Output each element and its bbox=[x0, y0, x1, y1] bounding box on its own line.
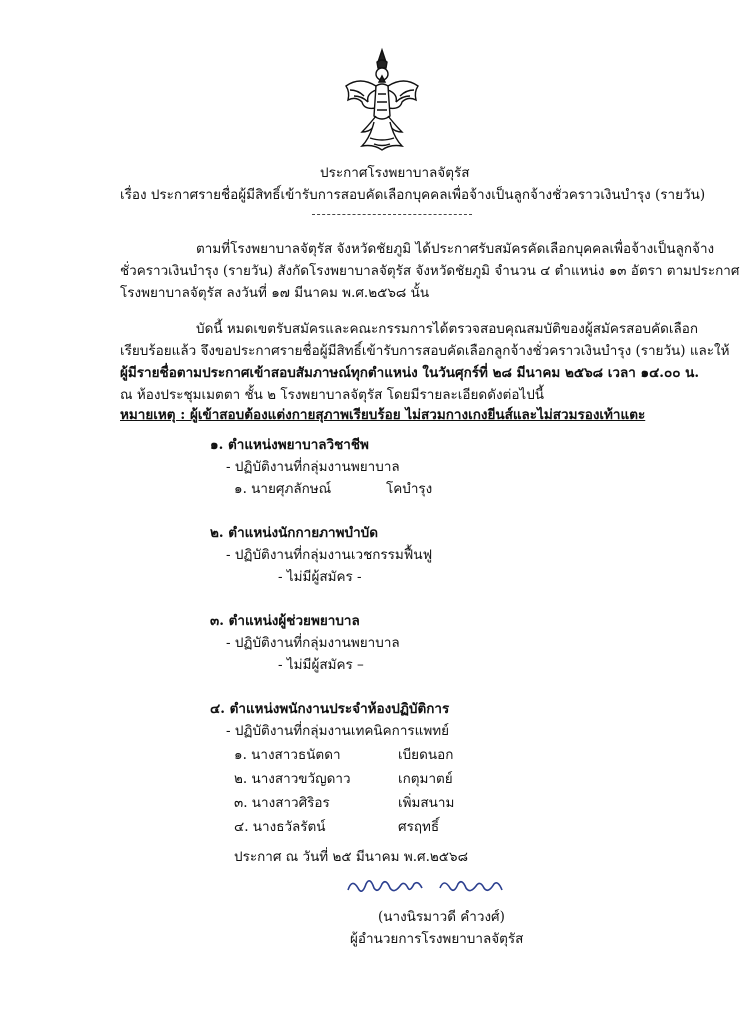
signer-title: ผู้อำนวยการโรงพยาบาลจัตุรัส bbox=[350, 931, 524, 947]
candidate-surname: ศรฤทธิ์ bbox=[398, 819, 440, 835]
para2-line: ณ ห้องประชุมเมตตา ชั้น ๒ โรงพยาบาลจัตุรัส โดยมีรายละเอียดดังต่อไปนี้ bbox=[120, 387, 545, 403]
no-applicant-text: - ไม่มีผู้สมัคร - bbox=[278, 569, 362, 585]
para1-line: โรงพยาบาลจัตุรัส ลงวันที่ ๑๗ มีนาคม พ.ศ.๒๕๖๘ นั้น bbox=[120, 285, 430, 301]
para2-line: เรียบร้อยแล้ว จึงขอประกาศรายชื่อผู้มีสิทธิ์เข้ารับการสอบคัดเลือกลูกจ้างชั่วคราวเงินบำรุง (รายวัน) และให้ bbox=[120, 343, 730, 359]
candidate-surname: เบียดนอก bbox=[398, 747, 454, 763]
no-applicant-text: - ไม่มีผู้สมัคร – bbox=[278, 657, 364, 673]
para1-line: ตามที่โรงพยาบาลจัตุรัส จังหวัดชัยภูมิ ได้ประกาศรับสมัครคัดเลือกบุคคลเพื่อจ้างเป็นลูกจ้าง bbox=[196, 241, 715, 257]
candidate-name: ๒. นางสาวขวัญดาว bbox=[234, 771, 351, 787]
para2-line-emphasis: ผู้มีรายชื่อตามประกาศเข้าสอบสัมภาษณ์ทุกตำแหน่ง ในวันศุกร์ที่ ๒๘ มีนาคม ๒๕๖๘ เวลา ๑๔.๐๐ น. bbox=[120, 365, 700, 381]
candidate-name: ๔. นางธวัลรัตน์ bbox=[234, 819, 326, 835]
para1-line: ชั่วคราวเงินบำรุง (รายวัน) สังกัดโรงพยาบาลจัตุรัส จังหวัดชัยภูมิ จำนวน ๔ ตำแหน่ง ๑๓ อัตรา ตามประกาศ bbox=[120, 263, 740, 279]
handwritten-signature bbox=[344, 870, 524, 900]
position-unit: - ปฏิบัติงานที่กลุ่มงานพยาบาล bbox=[226, 459, 400, 475]
candidate-surname: เกตุมาตย์ bbox=[398, 771, 453, 787]
position-title: ๑. ตำแหน่งพยาบาลวิชาชีพ bbox=[210, 437, 369, 453]
note-line: หมายเหตุ : ผู้เข้าสอบต้องแต่งกายสุภาพเรียบร้อย ไม่สวมกางเกงยีนส์และไม่สวมรองเท้าแตะ bbox=[120, 407, 646, 423]
signer-name: (นางนิรมาวดี คำวงศ์) bbox=[378, 909, 505, 925]
position-unit: - ปฏิบัติงานที่กลุ่มงานเทคนิคการแพทย์ bbox=[226, 723, 450, 739]
position-unit: - ปฏิบัติงานที่กลุ่มงานเวชกรรมฟื้นฟู bbox=[226, 547, 433, 563]
subject-line: เรื่อง ประกาศรายชื่อผู้มีสิทธิ์เข้ารับการสอบคัดเลือกบุคคลเพื่อจ้างเป็นลูกจ้างชั่วคราวเงินบำรุง (รายวัน) bbox=[120, 187, 706, 203]
candidate-name: ๑. นางสาวธนัตดา bbox=[234, 747, 341, 763]
position-title: ๔. ตำแหน่งพนักงานประจำห้องปฏิบัติการ bbox=[210, 701, 450, 717]
para2-line: บัดนี้ หมดเขตรับสมัครและคณะกรรมการได้ตรวจสอบคุณสมบัติของผู้สมัครสอบคัดเลือก bbox=[196, 321, 699, 337]
position-title: ๒. ตำแหน่งนักกายภาพบำบัด bbox=[210, 525, 378, 541]
position-title: ๓. ตำแหน่งผู้ช่วยพยาบาล bbox=[210, 613, 360, 629]
garuda-emblem-icon bbox=[340, 46, 424, 156]
divider bbox=[312, 214, 472, 215]
announcement-date: ประกาศ ณ วันที่ ๒๕ มีนาคม พ.ศ.๒๕๖๘ bbox=[234, 849, 468, 865]
candidate-name: ๑. นายศุภลักษณ์ bbox=[234, 481, 332, 497]
issuer-title: ประกาศโรงพยาบาลจัตุรัส bbox=[320, 165, 470, 181]
position-unit: - ปฏิบัติงานที่กลุ่มงานพยาบาล bbox=[226, 635, 400, 651]
candidate-surname: เพิ่มสนาม bbox=[398, 795, 455, 811]
candidate-name: ๓. นางสาวศิริอร bbox=[234, 795, 330, 811]
candidate-surname: โคบำรุง bbox=[386, 481, 433, 497]
